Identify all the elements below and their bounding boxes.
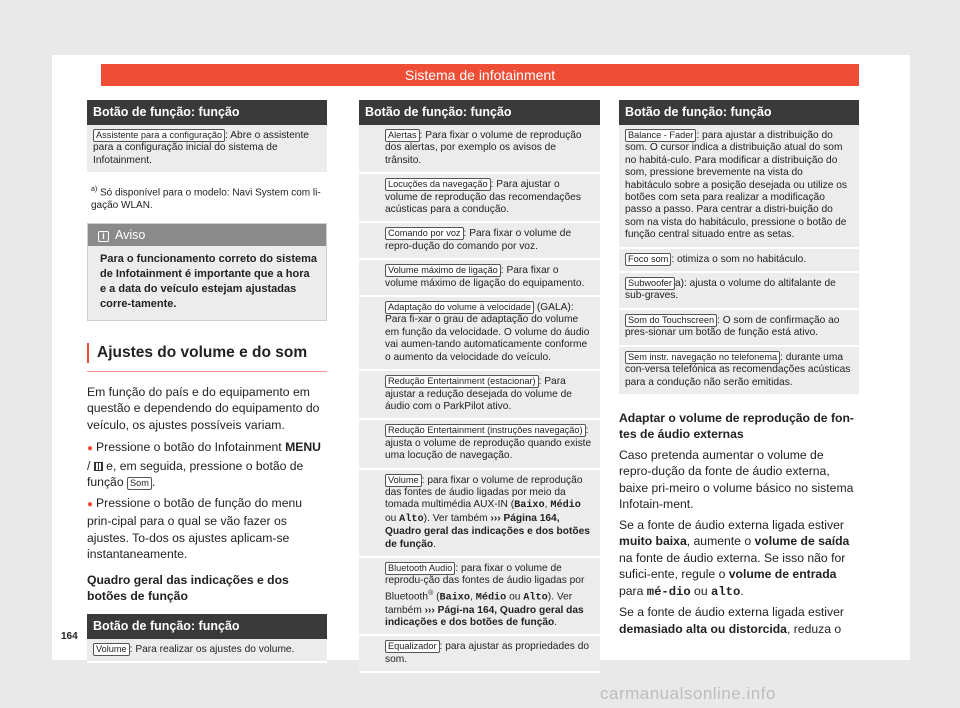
intro-paragraph: Em função do país e do equipamento em questão e dependendo do equipamento do veículo, os ajustes possíveis variam. — [87, 384, 320, 432]
page-reference-link[interactable]: ››› Pági-na 164, Quadro geral das indicações e dos botões de função — [385, 604, 584, 628]
table-heading: Botão de função: função — [359, 100, 600, 125]
function-button-tag[interactable]: Bluetooth Audio — [385, 562, 455, 575]
function-button-tag[interactable]: Foco som — [625, 253, 671, 266]
column-middle — [359, 100, 600, 673]
menu-button-label[interactable]: MENU — [285, 440, 321, 455]
paragraph: Se a fonte de áudio externa ligada estiver demasiado alta ou distorcida, reduza o — [619, 605, 844, 636]
notice-box — [87, 223, 327, 321]
table-row: Som do Touchscreen : O som de confirmação ao pres-sionar um botão de função está ativo. — [619, 310, 859, 347]
function-button-tag[interactable]: Sem instr. navegação no telefonema — [625, 351, 780, 364]
paragraph: Caso pretenda aumentar o volume de repro-dução da fonte de áudio externa, baixe pri-meiro o volume básico no sistema Infotain-ment. — [619, 447, 854, 512]
bullet-icon: ● — [87, 443, 94, 455]
page-header: Sistema de infotainment — [101, 64, 859, 86]
table-row: Subwoofer a): ajusta o volume do altifalante de sub-graves. — [619, 273, 859, 310]
function-button-tag[interactable]: Balance - Fader — [625, 129, 696, 142]
instruction-bullet-2: ● Pressione o botão de função do menu prin-cipal para o qual se vão fazer os ajustes. To-dos os ajustes aplicam-se instantaneamente. — [87, 495, 303, 562]
overview-subheading: Quadro geral das indicações e dos botões de função — [87, 572, 289, 604]
section-title: Ajustes do volume e do som — [87, 343, 327, 363]
page-number: 164 — [61, 631, 78, 642]
table-row: Sem instr. navegação no telefonema : durante uma con-versa telefónica as recomendações acústicas para a condução não serão emitidas. — [619, 347, 859, 396]
external-audio-subheading: Adaptar o volume de reprodução de fon-tes de áudio externas — [619, 410, 854, 442]
table-row: Locuções da navegação : Para ajustar o volume de reprodução das recomendações acústicas para a condução. — [359, 174, 600, 223]
table-heading: Botão de função: função — [87, 614, 327, 639]
table-row: Equalizador : para ajustar as propriedades do som. — [359, 636, 600, 673]
function-button-tag[interactable]: Volume — [385, 474, 422, 487]
table-row: Volume máximo de ligação : Para fixar o volume máximo de ligação do equipamento. — [359, 260, 600, 297]
function-button-tag[interactable]: Redução Entertainment (estacionar) — [385, 375, 539, 388]
function-button-tag[interactable]: Assistente para a configuração — [93, 129, 225, 142]
function-button-tag[interactable]: Equalizador — [385, 640, 440, 653]
watermark: carmanualsonline.info — [600, 684, 776, 703]
bullet-icon: ● — [87, 498, 94, 510]
table-row: Bluetooth Audio : para fixar o volume de reprodu-ção das fontes de áudio ligadas por Bluetooth® (Baixo, Médio ou Alto). Ver também ››› Pági-na 164, Quadro geral das indicações e dos botões de função. — [359, 558, 600, 636]
function-button-tag[interactable]: Volume — [93, 643, 130, 656]
table-row: Adaptação do volume à velocidade (GALA): Para fi-xar o grau de adaptação do volume em função da velocidade. O volume do áudio vai aumen-tando automaticamente conforme o aumento da velocidade do veículo. — [359, 297, 600, 371]
table-heading: Botão de função: função — [87, 100, 327, 125]
function-button-tag[interactable]: Comando por voz — [385, 227, 464, 240]
info-icon: i — [98, 231, 109, 242]
paragraph: Se a fonte de áudio externa ligada estiver muito baixa, aumente o volume de saída na fonte de áudio externa. Se isso não for sufici-ente, regule o volume de entrada para mé-dio ou alto. — [619, 517, 850, 599]
function-button-tag[interactable]: Locuções da navegação — [385, 178, 491, 191]
function-button-tag[interactable]: Volume máximo de ligação — [385, 264, 501, 277]
function-button-tag[interactable]: Adaptação do volume à velocidade — [385, 301, 534, 314]
function-button-tag[interactable]: Subwoofer — [625, 277, 675, 290]
table-row: Volume : Para realizar os ajustes do volume. — [87, 639, 327, 663]
function-button-tag[interactable]: Redução Entertainment (instruções navegação) — [385, 424, 586, 437]
table-row: Alertas : Para fixar o volume de reprodução dos alertas, por exemplo os avisos de trânsito. — [359, 125, 600, 174]
table-row: Assistente para a configuração : Abre o assistente para a configuração inicial do sistema de Infotainment. — [87, 125, 327, 174]
grid-icon[interactable] — [94, 462, 103, 471]
table-row: Comando por voz : Para fixar o volume de repro-dução do comando por voz. — [359, 223, 600, 260]
notice-header: i Aviso — [88, 224, 326, 246]
footnote: $^{a)}$ Só disponível para o modelo: Navi System com li-gação WLAN. — [91, 186, 321, 212]
som-button-tag[interactable]: Som — [127, 477, 152, 490]
page-reference-link[interactable]: ››› Página 164, Quadro geral das indicações e dos botões de função — [385, 512, 590, 550]
table-row: Volume : para fixar o volume de reprodução das fontes de áudio ligadas por meio da tomada multimédia AUX-IN (Baixo, Médio ou Alto). Ver também ››› Página 164, Quadro geral das indicações e dos botões de função. — [359, 470, 600, 558]
table-heading: Botão de função: função — [619, 100, 859, 125]
table-row: Balance - Fader : para ajustar a distribuição do som. O cursor indica a distribuição atual do som no habitá-culo. Para modificar a distribuição do som, pressione brevemente na vista do habitáculo sobre a posição desejada ou utilize os botões com seta para realizar a modificação passo a passo. Para centrar a distri-buição do som na vista do habitáculo, pressione o botão de função central situado entre as setas. — [619, 125, 859, 249]
table-row: Redução Entertainment (estacionar) : Para ajustar a redução desejada do volume de áudio com o ParkPilot ativo. — [359, 371, 600, 420]
column-left — [87, 100, 327, 663]
column-right — [619, 100, 859, 637]
table-row: Foco som : otimiza o som no habitáculo. — [619, 249, 859, 273]
section-divider — [87, 371, 327, 372]
instruction-bullet-1: ● Pressione o botão do Infotainment MENU / e, em seguida, pressione o botão de função Som . — [87, 440, 321, 490]
notice-body: Para o funcionamento correto do sistema de Infotainment é importante que a hora e a data do veículo estejam ajustadas corre-tamente. — [88, 246, 326, 320]
function-button-tag[interactable]: Som do Touchscreen — [625, 314, 717, 327]
function-button-tag[interactable]: Alertas — [385, 129, 420, 142]
table-row: Redução Entertainment (instruções navegação) : ajusta o volume de reprodução quando existe uma locução de navegação. — [359, 420, 600, 469]
